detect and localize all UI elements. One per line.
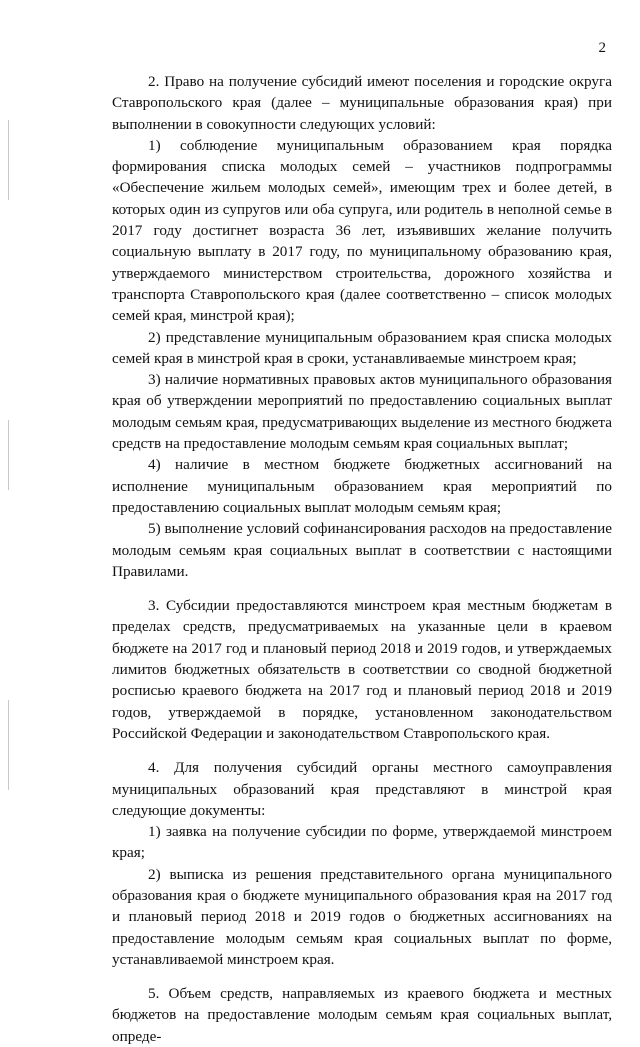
document-body	[112, 71, 612, 1047]
paragraph-subitem-2-4: 4) наличие в местном бюджете бюджетных ассигнований на исполнение муниципальным образованием края мероприятий по предоставлению социальных выплат молодым семьям края;	[112, 456, 612, 516]
page-number: 2	[598, 40, 606, 56]
paragraph-subitem-4-2: 2) выписка из решения представительного органа муниципального образования края о бюджете муниципального образования края на 2017 год и плановый период 2018 и 2019 годов о бюджетных ассигнованиях на предоставление молодым семьям края социальных выплат по форме, устанавливаемой минстроем края.	[112, 865, 612, 968]
paragraph-subitem-2-5: 5) выполнение условий софинансирования расходов на предоставление молодым семьям края социальных выплат в соответствии с настоящими Правилами.	[112, 520, 612, 580]
paragraph-subitem-2-1: 1) соблюдение муниципальным образованием края порядка формирования списка молодых семей – участников подпрограммы «Обеспечение жильем молодых семей», имеющим трех и более детей, в которых один из супругов или оба супруга, или родитель в неполной семье в 2017 году достигнет возраста 36 лет, изъявивших желание получить социальную выплату в 2017 году, по муниципальному образованию края, утверждаемого министерством строительства, дорожного хозяйства и транспорта Ставропольского края (далее соответственно – список молодых семей края, минстрой края);	[112, 136, 612, 325]
paragraph-item-5: 5. Объем средств, направляемых из краевого бюджета и местных бюджетов на предоставление молодым семьям края социальных выплат, опреде-	[112, 985, 612, 1045]
paragraph-subitem-2-2: 2) представление муниципальным образованием края списка молодых семей края в минстрой края в сроки, устанавливаемые минстроем края;	[112, 328, 612, 367]
paragraph-item-2: 2. Право на получение субсидий имеют поселения и городские округа Ставропольского края (далее – муниципальные образования края) при выполнении в совокупности следующих условий:	[112, 73, 612, 133]
paragraph-subitem-2-3: 3) наличие нормативных правовых актов муниципального образования края об утверждении мероприятий по предоставлению социальных выплат молодым семьям края, предусматривающих выделение из местного бюджета средств на предоставление молодым семьям края социальных выплат;	[112, 371, 612, 453]
scan-edge-mark	[8, 420, 9, 490]
paragraph-subitem-4-1: 1) заявка на получение субсидии по форме, утверждаемой минстроем края;	[112, 823, 612, 862]
paragraph-item-4: 4. Для получения субсидий органы местного самоуправления муниципальных образований края представляют в минстрой края следующие документы:	[112, 759, 612, 819]
scan-edge-mark	[8, 120, 9, 200]
paragraph-item-3: 3. Субсидии предоставляются минстроем края местным бюджетам в пределах средств, предусматриваемых на указанные цели в краевом бюджете на 2017 год и плановый период 2018 и 2019 годов, и утверждаемых лимитов бюджетных обязательств в соответствии со сводной бюджетной росписью краевого бюджета на 2017 год и плановый период 2018 и 2019 годов, утверждаемой в порядке, установленном законодательством Российской Федерации и законодательством Ставропольского края.	[112, 597, 612, 742]
scan-edge-mark	[8, 700, 9, 790]
